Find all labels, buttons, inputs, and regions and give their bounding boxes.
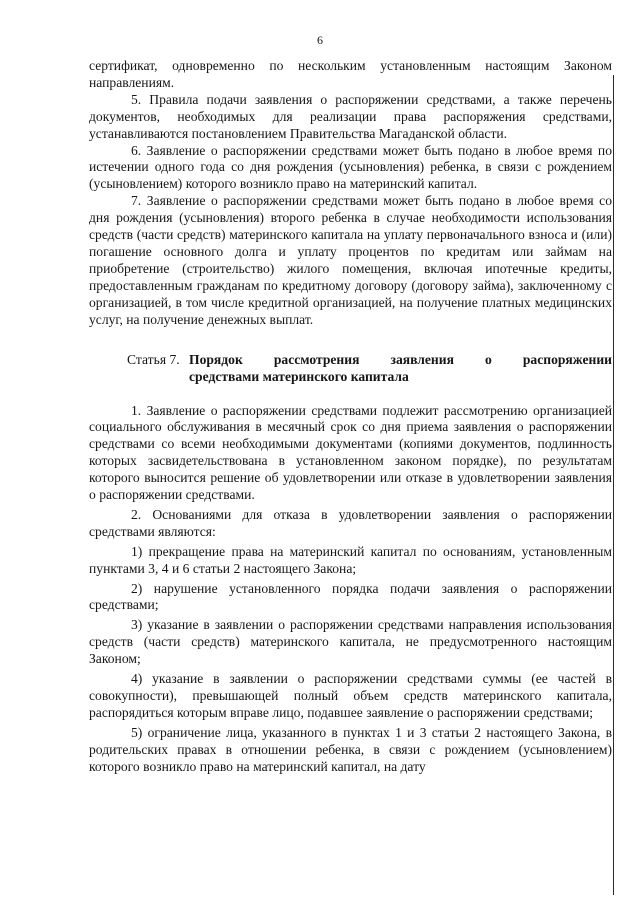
paragraph: 7. Заявление о распоряжении средствами может быть подано в любое время со дня рождения (усыновления) второго ребенка в случае необходимости использования средств (части средств) материнского капитала на уплату первоначального взноса и (или) погашение основного долга и уплату процентов по кредитам или займам на приобретение (строительство) жилого помещения, включая ипотечные кредиты, предоставленным гражданам по кредитному договору (договору займа), заключенному с организацией, в том числе кредитной организацией, на получение платных медицинских услуг, на получение денежных выплат. [89,193,612,327]
list-item: 5) ограничение лица, указанного в пунктах 1 и 3 статьи 2 настоящего Закона, в родительских правах в отношении ребенка, в связи с рождением (усыновлением) которого возникло право на материнский капитал, на дату [89,724,612,774]
paragraph: 2. Основаниями для отказа в удовлетворении заявления о распоряжении средствами являются: [89,506,612,539]
article-number: Статья 7. [127,351,180,367]
list-item: 3) указание в заявлении о распоряжении средствами направления использования средств (части средств) материнского капитала, не предусмотренного настоящим Законом; [89,617,612,667]
article-heading [89,351,612,385]
paragraph: 5. Правила подачи заявления о распоряжении средствами, а также перечень документов, необходимых для реализации права распоряжения средствами, устанавливаются постановлением Правительства Магаданской области. [89,91,612,141]
scan-edge-line [613,75,614,895]
paragraph: 6. Заявление о распоряжении средствами может быть подано в любое время по истечении одного года со дня рождения (усыновления) ребенка, в связи с рождением (усыновлением) которого возникло право на материнский капитал. [89,142,612,192]
list-item: 1) прекращение права на материнский капитал по основаниям, установленным пунктами 3, 4 и 6 статьи 2 настоящего Закона; [89,543,612,576]
article-title-continuation: средствами материнского капитала [189,368,409,384]
page-number: 6 [317,33,323,47]
article-title: Порядок рассмотрения заявления о распоряжении [189,351,612,367]
article-title-line [89,351,612,368]
list-item: 4) указание в заявлении о распоряжении средствами суммы (ее частей в совокупности), превышающей полный объем средств материнского капитала, распорядиться которым вправе лицо, подавшее заявление о распоряжении средствами; [89,671,612,720]
list-item: 2) нарушение установленного порядка подачи заявления о распоряжении средствами; [89,580,612,613]
paragraph: 1. Заявление о распоряжении средствами подлежит рассмотрению организацией социального обслуживания в месячный срок со дня приема заявления о распоряжении средствами со всеми необходимыми документами (копиями документов, подлинность которых засвидетельствована в установленном законом порядке), по результатам которого выносится решение об удовлетворении или отказе в удовлетворении заявления о распоряжении средствами. [89,402,612,503]
document-body [89,58,612,776]
paragraph: сертификат, одновременно по нескольким установленным настоящим Законом направлениям. [89,58,612,90]
